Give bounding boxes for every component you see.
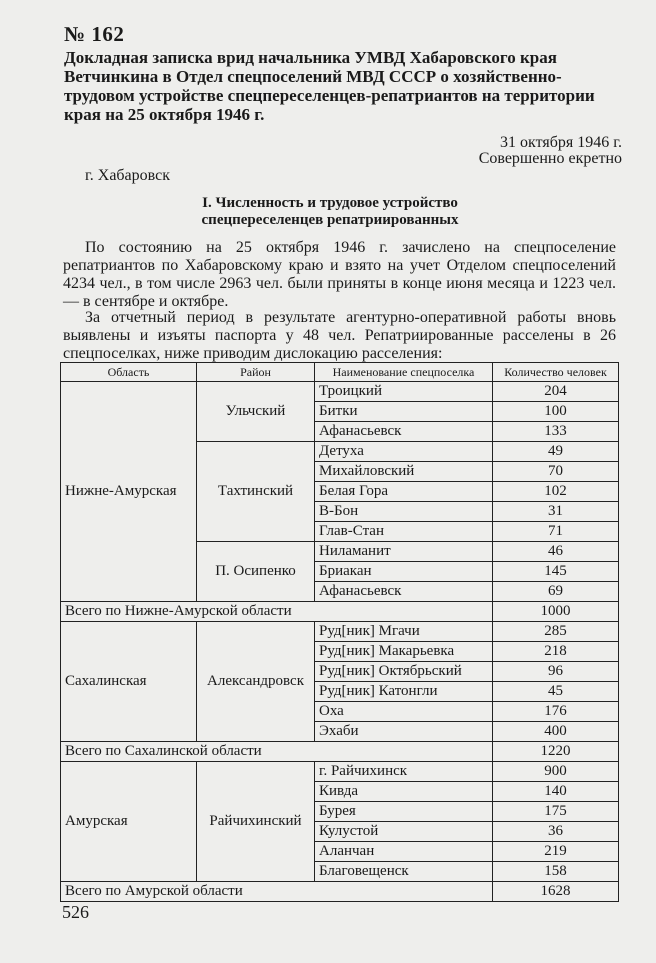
settlement-cell: Троицкий <box>315 382 493 402</box>
document-title: Докладная записка врид начальника УМВД Хабаровского края Ветчинкина в Отдел спецпоселений МВД СССР о хозяйственно-трудовом устройстве спецпереселенцев-репатриантов на территории края на 25 октября 1946 г. <box>64 48 595 124</box>
district-cell: Тахтинский <box>197 442 315 542</box>
header-district: Район <box>197 363 315 382</box>
count-cell: 45 <box>493 682 619 702</box>
count-cell: 175 <box>493 802 619 822</box>
header-region: Область <box>61 363 197 382</box>
settlement-cell: Руд[ник] Катонгли <box>315 682 493 702</box>
count-cell: 204 <box>493 382 619 402</box>
region-cell: Сахалинская <box>61 622 197 742</box>
paragraph <box>63 309 616 363</box>
secrecy-stamp: Совершенно екретно <box>478 150 622 167</box>
settlement-cell: Эхаби <box>315 722 493 742</box>
settlement-cell: Михайловский <box>315 462 493 482</box>
count-cell: 102 <box>493 482 619 502</box>
settlement-cell: Бурея <box>315 802 493 822</box>
count-cell: 36 <box>493 822 619 842</box>
settlement-table <box>60 362 619 902</box>
count-cell: 176 <box>493 702 619 722</box>
total-count: 1220 <box>493 742 619 762</box>
district-cell: Райчихинский <box>197 762 315 882</box>
settlement-cell: Руд[ник] Мгачи <box>315 622 493 642</box>
count-cell: 100 <box>493 402 619 422</box>
paragraph-text: По состоянию на 25 октября 1946 г. зачислено на спецпоселение репатриантов по Хабаровскому краю и взято на учет Отделом спецпоселений 4234 чел., в том числе 2963 чел. были приняты в конце июня месяца и 1223 чел. — в сентябре и октябре. <box>63 239 616 310</box>
settlement-cell: В-Бон <box>315 502 493 522</box>
settlement-cell: Глав-Стан <box>315 522 493 542</box>
count-cell: 145 <box>493 562 619 582</box>
settlement-cell: Руд[ник] Октябрьский <box>315 662 493 682</box>
count-cell: 218 <box>493 642 619 662</box>
district-cell: П. Осипенко <box>197 542 315 602</box>
total-label: Всего по Амурской области <box>61 882 493 902</box>
settlement-cell: Руд[ник] Макарьевка <box>315 642 493 662</box>
count-cell: 96 <box>493 662 619 682</box>
settlement-cell: Белая Гора <box>315 482 493 502</box>
settlement-cell: Кулустой <box>315 822 493 842</box>
settlement-cell: Битки <box>315 402 493 422</box>
district-cell: Александровск <box>197 622 315 742</box>
count-cell: 31 <box>493 502 619 522</box>
region-cell: Амурская <box>61 762 197 882</box>
region-cell: Нижне-Амурская <box>61 382 197 602</box>
table-row <box>61 622 619 642</box>
count-cell: 400 <box>493 722 619 742</box>
district-cell: Ульчский <box>197 382 315 442</box>
total-row <box>61 742 619 762</box>
count-cell: 285 <box>493 622 619 642</box>
paragraph <box>63 239 616 311</box>
settlement-cell: Благовещенск <box>315 862 493 882</box>
document-city: г. Хабаровск <box>85 167 170 184</box>
table-row <box>61 382 619 402</box>
count-cell: 133 <box>493 422 619 442</box>
total-row <box>61 602 619 622</box>
total-row <box>61 882 619 902</box>
document-date: 31 октября 1946 г. <box>500 134 622 151</box>
table-row <box>61 762 619 782</box>
settlement-cell: Ниламанит <box>315 542 493 562</box>
paragraph-text: За отчетный период в результате агентурно-оперативной работы вновь выявлены и изъяты паспорта у 48 чел. Репатриированные расселены в 26 спецпоселках, ниже приводим дислокацию расселения: <box>63 309 616 362</box>
settlement-cell: Кивда <box>315 782 493 802</box>
count-cell: 69 <box>493 582 619 602</box>
settlement-cell: Афанасьевск <box>315 422 493 442</box>
header-settlement: Наименование спецпоселка <box>315 363 493 382</box>
count-cell: 46 <box>493 542 619 562</box>
count-cell: 219 <box>493 842 619 862</box>
settlement-cell: Аланчан <box>315 842 493 862</box>
settlement-cell: Афанасьевск <box>315 582 493 602</box>
count-cell: 49 <box>493 442 619 462</box>
total-label: Всего по Сахалинской области <box>61 742 493 762</box>
settlement-cell: г. Райчихинск <box>315 762 493 782</box>
document-number: № 162 <box>64 22 125 46</box>
total-label: Всего по Нижне-Амурской области <box>61 602 493 622</box>
total-count: 1628 <box>493 882 619 902</box>
count-cell: 900 <box>493 762 619 782</box>
count-cell: 140 <box>493 782 619 802</box>
count-cell: 158 <box>493 862 619 882</box>
settlement-cell: Детуха <box>315 442 493 462</box>
total-count: 1000 <box>493 602 619 622</box>
table-header-row <box>61 363 619 382</box>
count-cell: 70 <box>493 462 619 482</box>
count-cell: 71 <box>493 522 619 542</box>
header-count: Количество человек <box>493 363 619 382</box>
page-number: 526 <box>62 902 89 922</box>
settlement-cell: Бриакан <box>315 562 493 582</box>
settlement-cell: Оха <box>315 702 493 722</box>
section-heading: I. Численность и трудовое устройство спецпереселенцев репатриированных <box>201 195 459 228</box>
